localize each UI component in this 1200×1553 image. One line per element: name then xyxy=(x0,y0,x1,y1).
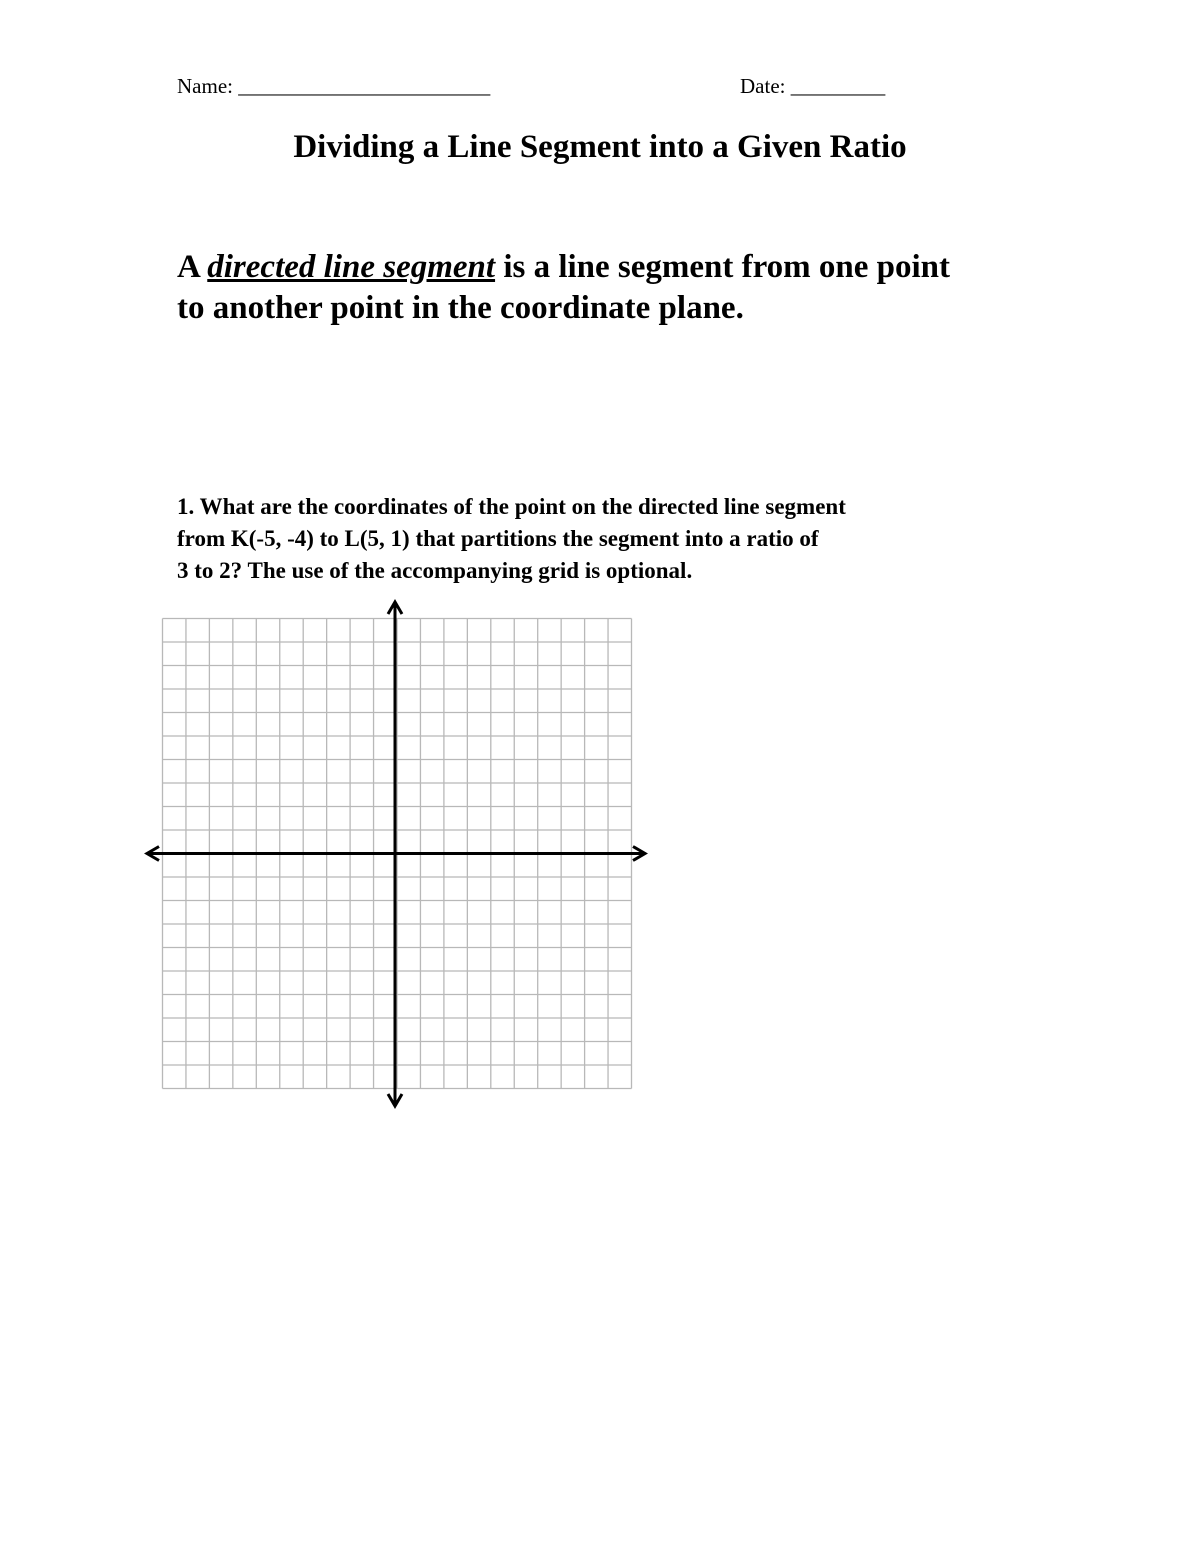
definition-line1-rest: is a line segment from one point xyxy=(495,249,951,285)
date-field[interactable]: Date: _________ xyxy=(740,74,886,98)
question-line-1: 1. What are the coordinates of the point on the directed line segment xyxy=(177,494,846,519)
question-line-3: 3 to 2? The use of the accompanying grid is optional. xyxy=(177,558,693,583)
question-line-2: from K(-5, -4) to L(5, 1) that partitions the segment into a ratio of xyxy=(177,526,819,551)
page-title: Dividing a Line Segment into a Given Ratio xyxy=(293,129,907,165)
axes xyxy=(147,602,645,1106)
definition-term: directed line segment xyxy=(207,249,496,285)
definition-prefix: A xyxy=(177,249,208,285)
definition-line2: to another point in the coordinate plane. xyxy=(177,290,744,326)
name-field[interactable]: Name: ________________________ xyxy=(177,74,491,98)
